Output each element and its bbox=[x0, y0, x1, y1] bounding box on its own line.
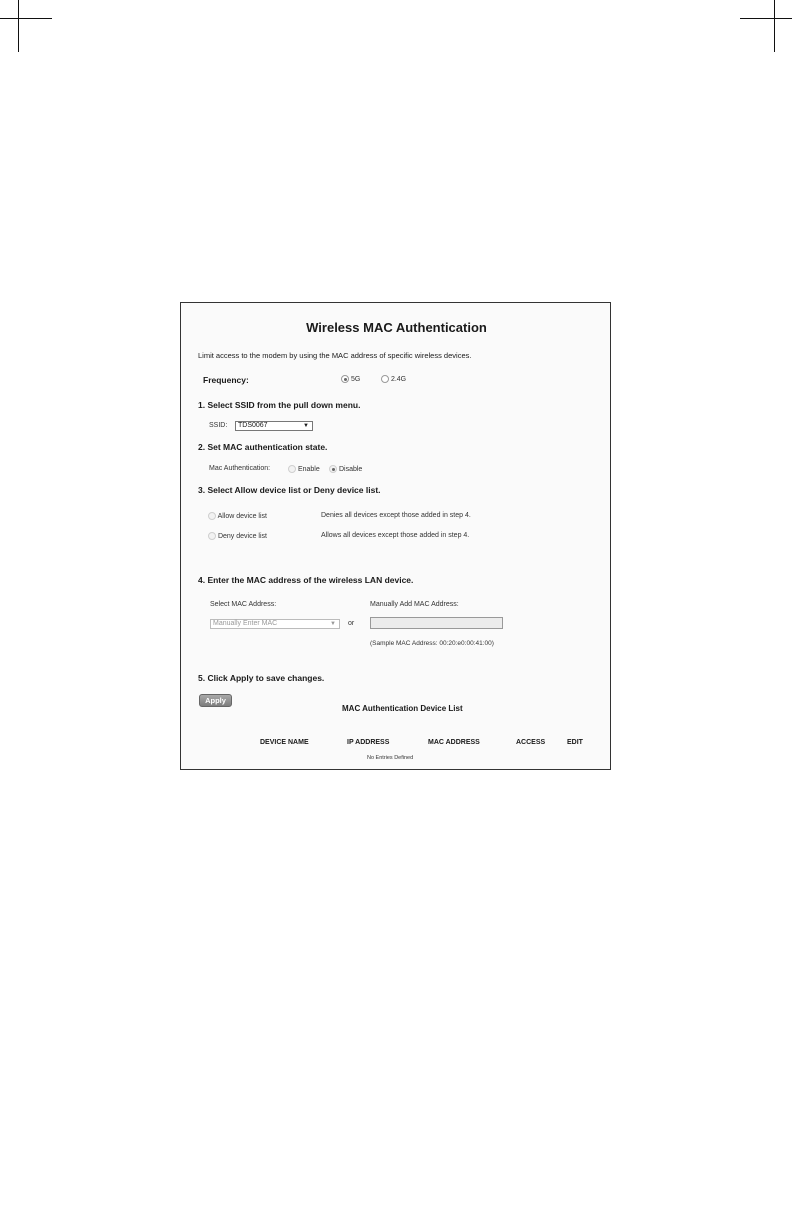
column-access: ACCESS bbox=[516, 739, 546, 746]
step3-heading: 3. Select Allow device list or Deny device list. bbox=[198, 485, 381, 495]
radio-disable[interactable] bbox=[329, 465, 337, 473]
mac-select-value: Manually Enter MAC bbox=[213, 620, 278, 627]
sample-mac-text: (Sample MAC Address: 00:20:e0:00:41:00) bbox=[370, 640, 494, 647]
step5-heading: 5. Click Apply to save changes. bbox=[198, 673, 325, 683]
allow-list-label: Allow device list bbox=[217, 512, 267, 520]
apply-button[interactable]: Apply bbox=[199, 694, 232, 707]
screenshot-frame bbox=[180, 302, 611, 770]
or-text: or bbox=[348, 620, 355, 627]
radio-allow-list[interactable] bbox=[208, 512, 216, 520]
intro-text: Limit access to the modem by using the MAC address of specific wireless devices. bbox=[198, 351, 472, 360]
column-edit: EDIT bbox=[567, 739, 583, 746]
ssid-value: TDS0067 bbox=[238, 422, 268, 429]
device-list-title: MAC Authentication Device List bbox=[342, 704, 463, 713]
column-mac-address: MAC ADDRESS bbox=[428, 739, 480, 746]
page-title: Wireless MAC Authentication bbox=[306, 320, 487, 335]
radio-disable-label: Disable bbox=[338, 465, 363, 473]
radio-deny-list[interactable] bbox=[208, 532, 216, 540]
crop-mark bbox=[18, 0, 19, 52]
empty-list-text: No Entries Defined bbox=[367, 755, 414, 761]
crop-mark bbox=[0, 18, 52, 19]
manual-mac-label: Manually Add MAC Address: bbox=[370, 601, 459, 608]
deny-list-description: Allows all devices except those added in step 4. bbox=[321, 532, 470, 539]
radio-enable[interactable] bbox=[288, 465, 296, 473]
chevron-down-icon: ▼ bbox=[303, 423, 309, 429]
deny-list-option[interactable] bbox=[208, 532, 267, 540]
chevron-down-icon: ▼ bbox=[330, 621, 336, 627]
column-device-name: DEVICE NAME bbox=[260, 739, 309, 746]
radio-enable-label: Enable bbox=[297, 465, 320, 473]
ssid-select[interactable] bbox=[235, 421, 313, 431]
step1-heading: 1. Select SSID from the pull down menu. bbox=[198, 400, 361, 410]
frequency-24g-option[interactable] bbox=[381, 375, 406, 383]
radio-5g[interactable] bbox=[341, 375, 349, 383]
radio-5g-label: 5G bbox=[350, 375, 361, 383]
mac-address-select[interactable] bbox=[210, 619, 340, 629]
allow-list-option[interactable] bbox=[208, 512, 267, 520]
column-ip-address: IP ADDRESS bbox=[347, 739, 390, 746]
radio-24g[interactable] bbox=[381, 375, 389, 383]
ssid-label: SSID: bbox=[209, 422, 228, 429]
step2-heading: 2. Set MAC authentication state. bbox=[198, 442, 328, 452]
deny-list-label: Deny device list bbox=[217, 532, 267, 540]
radio-24g-label: 2.4G bbox=[390, 375, 407, 383]
allow-list-description: Denies all devices except those added in step 4. bbox=[321, 512, 471, 519]
mac-auth-label: Mac Authentication: bbox=[209, 465, 271, 472]
mac-auth-enable-option[interactable] bbox=[288, 465, 320, 473]
select-mac-label: Select MAC Address: bbox=[210, 601, 277, 608]
crop-mark bbox=[774, 0, 775, 52]
step4-heading: 4. Enter the MAC address of the wireless LAN device. bbox=[198, 575, 414, 585]
crop-mark bbox=[740, 18, 792, 19]
frequency-5g-option[interactable] bbox=[341, 375, 360, 383]
mac-auth-disable-option[interactable] bbox=[329, 465, 362, 473]
frequency-label: Frequency: bbox=[203, 375, 249, 385]
manual-mac-input[interactable] bbox=[370, 617, 503, 629]
